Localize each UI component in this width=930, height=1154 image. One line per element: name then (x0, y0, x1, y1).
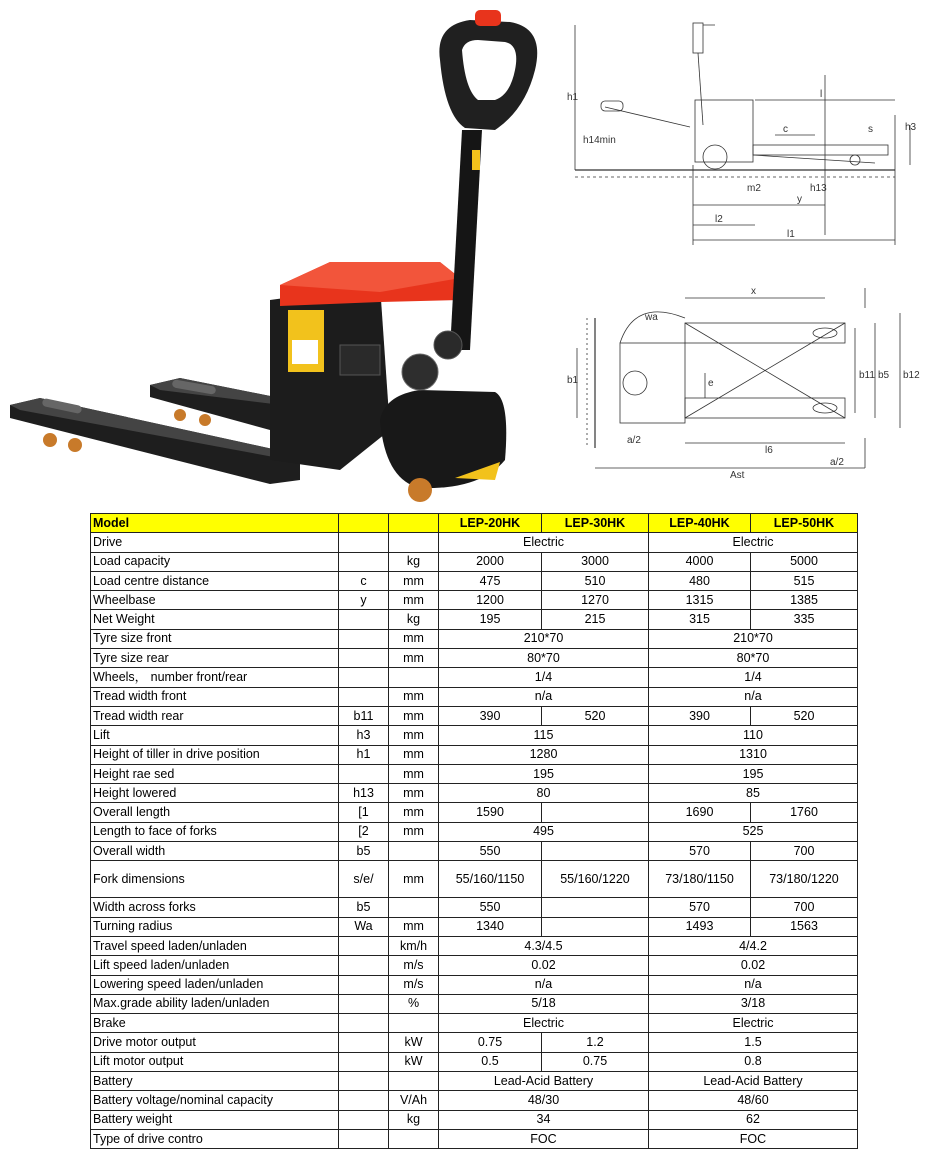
row-label: Battery weight (91, 1110, 339, 1129)
table-row (91, 726, 858, 745)
table-row (91, 1129, 858, 1148)
row-value: 1.2 (542, 1033, 649, 1052)
row-value: 115 (439, 726, 649, 745)
table-row (91, 610, 858, 629)
row-value: 390 (439, 706, 542, 725)
row-value: 1690 (649, 803, 751, 822)
tiller-handle (439, 20, 537, 130)
row-unit: mm (389, 784, 439, 803)
table-row (91, 706, 858, 725)
row-label: Turning radius (91, 917, 339, 936)
table-row (91, 745, 858, 764)
table-row (91, 533, 858, 552)
row-unit (389, 842, 439, 861)
row-unit: V/Ah (389, 1091, 439, 1110)
row-value: 390 (649, 706, 751, 725)
label-b12: b12 (903, 370, 920, 381)
row-unit: mm (389, 803, 439, 822)
row-symbol (339, 1033, 389, 1052)
row-value: 1/4 (649, 668, 858, 687)
row-symbol (339, 687, 389, 706)
row-value: Lead-Acid Battery (649, 1072, 858, 1091)
row-label: Length to face of forks (91, 822, 339, 841)
row-value: 475 (439, 571, 542, 590)
row-symbol: h13 (339, 784, 389, 803)
label-ast: Ast (730, 470, 745, 481)
label-l1: l1 (787, 229, 795, 240)
row-unit: kg (389, 610, 439, 629)
pallet-truck-photo (0, 0, 560, 508)
row-value (542, 917, 649, 936)
row-value: 550 (439, 842, 542, 861)
header-model: LEP-50HK (751, 514, 858, 533)
label-h1: h1 (567, 92, 579, 103)
row-value: 550 (439, 898, 542, 917)
row-value: 34 (439, 1110, 649, 1129)
row-symbol: b5 (339, 842, 389, 861)
row-value: 570 (649, 898, 751, 917)
table-row (91, 591, 858, 610)
table-row (91, 552, 858, 571)
row-value: 1280 (439, 745, 649, 764)
row-label: Drive (91, 533, 339, 552)
row-symbol (339, 956, 389, 975)
header-model: LEP-40HK (649, 514, 751, 533)
row-unit: mm (389, 571, 439, 590)
row-value: 80 (439, 784, 649, 803)
row-value: 80*70 (439, 649, 649, 668)
row-value: Lead-Acid Battery (439, 1072, 649, 1091)
header-sym (339, 514, 389, 533)
row-value: n/a (439, 975, 649, 994)
label-b1: b1 (567, 375, 579, 386)
row-value: 110 (649, 726, 858, 745)
row-value (542, 898, 649, 917)
table-row (91, 1014, 858, 1033)
row-label: Battery voltage/nominal capacity (91, 1091, 339, 1110)
table-row (91, 1052, 858, 1071)
row-label: Overall width (91, 842, 339, 861)
row-value: 48/30 (439, 1091, 649, 1110)
table-row (91, 629, 858, 648)
row-value: 4.3/4.5 (439, 936, 649, 955)
row-unit: mm (389, 861, 439, 898)
table-row (91, 784, 858, 803)
row-value: n/a (649, 687, 858, 706)
row-symbol (339, 1014, 389, 1033)
row-label: Drive motor output (91, 1033, 339, 1052)
row-symbol: c (339, 571, 389, 590)
table-row (91, 936, 858, 955)
row-value: 0.75 (439, 1033, 542, 1052)
row-label: Wheels， number front/rear (91, 668, 339, 687)
label-h14: h14min (583, 135, 616, 146)
row-value: 80*70 (649, 649, 858, 668)
row-value: 1270 (542, 591, 649, 610)
row-value: 62 (649, 1110, 858, 1129)
row-unit: mm (389, 917, 439, 936)
row-symbol (339, 1110, 389, 1129)
row-value: 520 (542, 706, 649, 725)
row-unit (389, 1129, 439, 1148)
row-value: 195 (649, 764, 858, 783)
row-unit: kg (389, 552, 439, 571)
row-value: 73/180/1150 (649, 861, 751, 898)
row-value: 0.75 (542, 1052, 649, 1071)
row-unit: mm (389, 822, 439, 841)
row-value: 4000 (649, 552, 751, 571)
row-value: 480 (649, 571, 751, 590)
row-symbol (339, 668, 389, 687)
row-value: 48/60 (649, 1091, 858, 1110)
row-label: Wheelbase (91, 591, 339, 610)
table-row (91, 668, 858, 687)
row-label: Battery (91, 1072, 339, 1091)
row-symbol (339, 975, 389, 994)
table-row (91, 1033, 858, 1052)
label-m2: m2 (747, 183, 761, 194)
label-y: y (797, 194, 802, 205)
row-label: Load capacity (91, 552, 339, 571)
row-value: 1760 (751, 803, 858, 822)
row-value: 215 (542, 610, 649, 629)
row-value: 525 (649, 822, 858, 841)
row-label: Type of drive contro (91, 1129, 339, 1148)
table-row (91, 1091, 858, 1110)
row-symbol (339, 764, 389, 783)
table-row (91, 1110, 858, 1129)
row-value: 85 (649, 784, 858, 803)
row-value: 495 (439, 822, 649, 841)
table-row (91, 803, 858, 822)
row-symbol (339, 1072, 389, 1091)
row-symbol (339, 629, 389, 648)
table-row (91, 822, 858, 841)
row-symbol (339, 610, 389, 629)
row-value: FOC (649, 1129, 858, 1148)
label-e: e (708, 378, 714, 389)
row-value: 570 (649, 842, 751, 861)
row-value: 0.5 (439, 1052, 542, 1071)
row-symbol: [1 (339, 803, 389, 822)
row-unit: % (389, 994, 439, 1013)
row-label: Height lowered (91, 784, 339, 803)
row-unit (389, 668, 439, 687)
label-x: x (751, 286, 756, 297)
row-symbol (339, 649, 389, 668)
row-value: 5000 (751, 552, 858, 571)
table-row (91, 956, 858, 975)
table-row (91, 571, 858, 590)
row-value: 4/4.2 (649, 936, 858, 955)
row-unit (389, 1014, 439, 1033)
label-s: s (868, 124, 873, 135)
row-symbol (339, 1091, 389, 1110)
row-unit: mm (389, 745, 439, 764)
row-symbol: s/e/ (339, 861, 389, 898)
row-label: Tread width rear (91, 706, 339, 725)
row-label: Width across forks (91, 898, 339, 917)
row-unit: mm (389, 591, 439, 610)
label-a2-left: a/2 (627, 435, 641, 446)
row-unit: km/h (389, 936, 439, 955)
table-row (91, 842, 858, 861)
row-value (542, 803, 649, 822)
top-view-drawing (565, 278, 925, 488)
table-row (91, 687, 858, 706)
row-value: 335 (751, 610, 858, 629)
row-value: 1/4 (439, 668, 649, 687)
row-label: Net Weight (91, 610, 339, 629)
row-unit: mm (389, 706, 439, 725)
label-a2-right: a/2 (830, 457, 844, 468)
header-label: Model (91, 514, 339, 533)
label-b11: b11 (859, 370, 875, 381)
table-row (91, 917, 858, 936)
row-unit (389, 898, 439, 917)
row-label: Max.grade ability laden/unladen (91, 994, 339, 1013)
row-label: Tread width front (91, 687, 339, 706)
table-row (91, 1072, 858, 1091)
row-symbol (339, 936, 389, 955)
row-symbol: y (339, 591, 389, 610)
header-unit (389, 514, 439, 533)
row-label: Lift speed laden/unladen (91, 956, 339, 975)
row-symbol: b5 (339, 898, 389, 917)
row-value: 3000 (542, 552, 649, 571)
label-h13: h13 (810, 183, 827, 194)
label-l2: l2 (715, 214, 723, 225)
row-symbol: Wa (339, 917, 389, 936)
row-value: 1385 (751, 591, 858, 610)
row-value: 210*70 (439, 629, 649, 648)
row-unit: mm (389, 649, 439, 668)
row-value: 210*70 (649, 629, 858, 648)
row-value: 0.02 (649, 956, 858, 975)
row-value: 515 (751, 571, 858, 590)
row-label: Tyre size rear (91, 649, 339, 668)
row-value: 700 (751, 842, 858, 861)
side-view-drawing (565, 15, 925, 255)
table-row (91, 898, 858, 917)
row-symbol (339, 552, 389, 571)
row-unit (389, 533, 439, 552)
row-unit (389, 1072, 439, 1091)
row-symbol (339, 533, 389, 552)
row-symbol (339, 1052, 389, 1071)
row-value: 1.5 (649, 1033, 858, 1052)
row-value: 3/18 (649, 994, 858, 1013)
row-symbol (339, 1129, 389, 1148)
table-row (91, 994, 858, 1013)
row-symbol: h1 (339, 745, 389, 764)
row-value: 195 (439, 764, 649, 783)
label-l6: l6 (765, 445, 773, 456)
row-value: 55/160/1220 (542, 861, 649, 898)
row-value: 1590 (439, 803, 542, 822)
table-row (91, 764, 858, 783)
table-row (91, 861, 858, 898)
row-unit: mm (389, 726, 439, 745)
row-value: Electric (439, 533, 649, 552)
spec-table-body (91, 514, 858, 1149)
row-symbol: [2 (339, 822, 389, 841)
row-value: 1340 (439, 917, 542, 936)
row-label: Lift (91, 726, 339, 745)
label-h3: h3 (905, 122, 917, 133)
row-value: Electric (649, 1014, 858, 1033)
row-unit: kg (389, 1110, 439, 1129)
label-b5: b5 (878, 370, 890, 381)
row-value: 0.02 (439, 956, 649, 975)
row-label: Overall length (91, 803, 339, 822)
row-unit: mm (389, 764, 439, 783)
label-c: c (783, 124, 788, 135)
row-value: 700 (751, 898, 858, 917)
label-l: l (820, 89, 823, 100)
table-row (91, 649, 858, 668)
row-value: n/a (439, 687, 649, 706)
row-unit: mm (389, 629, 439, 648)
row-value: 1315 (649, 591, 751, 610)
fork-wheel (43, 433, 57, 447)
row-value (542, 842, 649, 861)
row-value: 1310 (649, 745, 858, 764)
row-value: 1493 (649, 917, 751, 936)
row-symbol: h3 (339, 726, 389, 745)
row-value: Electric (649, 533, 858, 552)
row-label: Brake (91, 1014, 339, 1033)
row-label: Lowering speed laden/unladen (91, 975, 339, 994)
row-symbol (339, 994, 389, 1013)
row-symbol: b11 (339, 706, 389, 725)
row-value: 55/160/1150 (439, 861, 542, 898)
row-value: n/a (649, 975, 858, 994)
row-label: Load centre distance (91, 571, 339, 590)
row-value: 510 (542, 571, 649, 590)
row-unit: m/s (389, 975, 439, 994)
row-value: 73/180/1220 (751, 861, 858, 898)
row-value: 0.8 (649, 1052, 858, 1071)
row-value: FOC (439, 1129, 649, 1148)
row-label: Height rae sed (91, 764, 339, 783)
spec-table (90, 513, 858, 1149)
header-model: LEP-30HK (542, 514, 649, 533)
row-label: Lift motor output (91, 1052, 339, 1071)
row-value: 5/18 (439, 994, 649, 1013)
row-unit: mm (389, 687, 439, 706)
row-value: 315 (649, 610, 751, 629)
row-value: 1563 (751, 917, 858, 936)
row-label: Fork dimensions (91, 861, 339, 898)
table-header-row (91, 514, 858, 533)
row-label: Travel speed laden/unladen (91, 936, 339, 955)
table-row (91, 975, 858, 994)
row-unit: kW (389, 1052, 439, 1071)
header-model: LEP-20HK (439, 514, 542, 533)
row-value: Electric (439, 1014, 649, 1033)
row-unit: m/s (389, 956, 439, 975)
row-value: 520 (751, 706, 858, 725)
row-value: 2000 (439, 552, 542, 571)
row-value: 1200 (439, 591, 542, 610)
row-label: Tyre size front (91, 629, 339, 648)
label-wa: wa (645, 312, 658, 323)
row-value: 195 (439, 610, 542, 629)
row-unit: kW (389, 1033, 439, 1052)
row-label: Height of tiller in drive position (91, 745, 339, 764)
